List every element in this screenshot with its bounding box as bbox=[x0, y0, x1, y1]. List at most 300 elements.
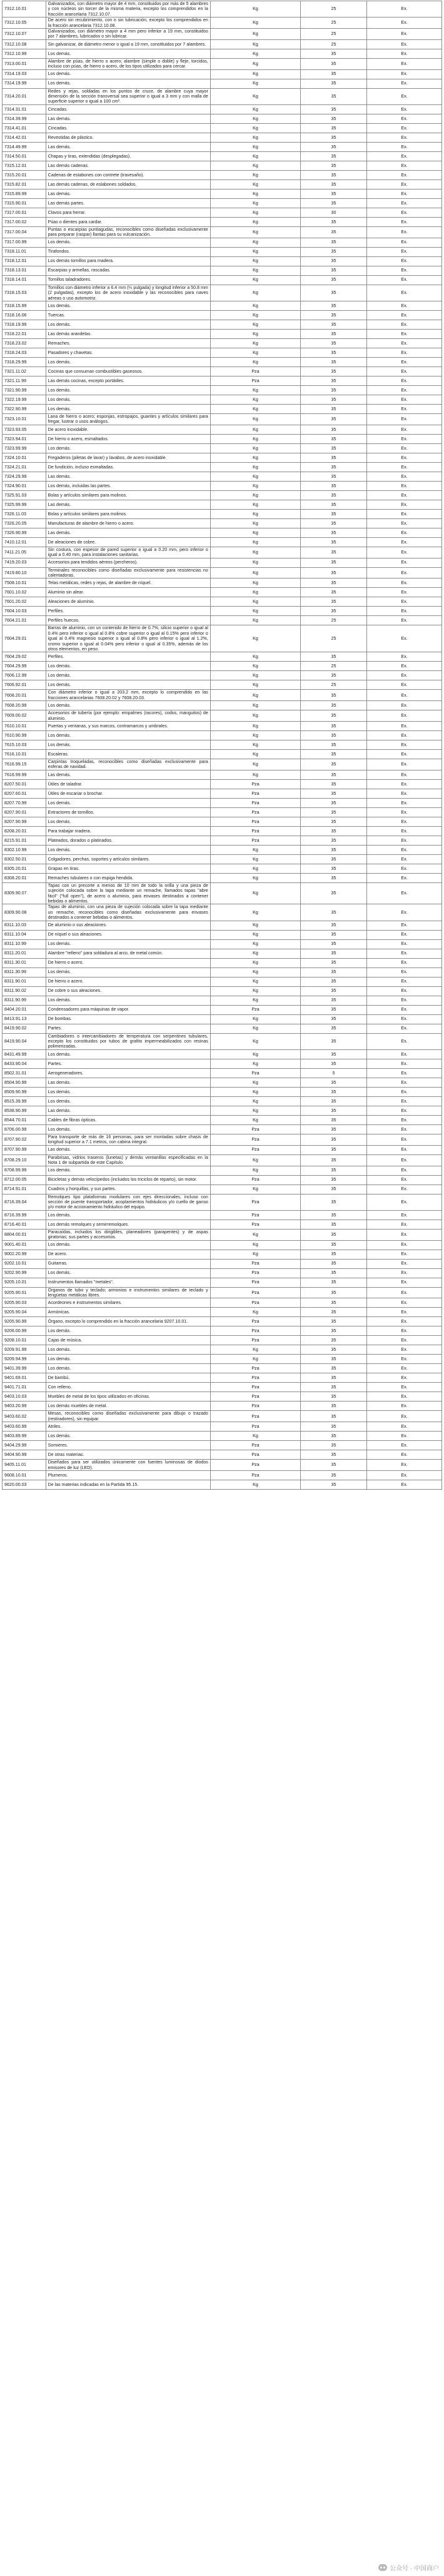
regime-cell: Ex. bbox=[366, 151, 441, 161]
unit-cell: Kg bbox=[210, 921, 300, 930]
rate-cell: 35 bbox=[301, 558, 367, 567]
table-row bbox=[3, 1450, 442, 1460]
table-row bbox=[3, 1229, 442, 1240]
rate-cell: 35 bbox=[301, 1441, 367, 1450]
table-row bbox=[3, 104, 442, 114]
unit-cell: Kg bbox=[210, 79, 300, 88]
regime-cell: Ex. bbox=[366, 731, 441, 740]
tariff-code-cell: 7318.14.01 bbox=[3, 275, 46, 285]
unit-cell: Kg bbox=[210, 996, 300, 1005]
description-cell: Condensadores para máquinas de vapor. bbox=[46, 1005, 210, 1014]
description-cell: Paracaídas, incluidos los dirigibles, planeadores (parapentes) y de aspas giratorias; sus partes y accesorios. bbox=[46, 1229, 210, 1240]
unit-cell: Kg bbox=[210, 161, 300, 170]
rate-cell: 35 bbox=[301, 1210, 367, 1220]
regime-cell: Ex. bbox=[366, 1422, 441, 1432]
description-cell: Las demás. bbox=[46, 770, 210, 779]
table-row bbox=[3, 338, 442, 348]
rate-cell: 35 bbox=[301, 1005, 367, 1014]
tariff-code-cell: 7312.10.05 bbox=[3, 18, 46, 29]
unit-cell: Kg bbox=[210, 701, 300, 710]
rate-cell: 35 bbox=[301, 170, 367, 179]
description-cell: Los demás. bbox=[46, 939, 210, 949]
unit-cell: Kg bbox=[210, 770, 300, 779]
rate-cell: 35 bbox=[301, 1470, 367, 1480]
description-cell: De bombas. bbox=[46, 1014, 210, 1024]
watermark bbox=[378, 2563, 439, 2572]
description-cell: Somieres. bbox=[46, 1441, 210, 1450]
unit-cell: Pza bbox=[210, 1175, 300, 1184]
tariff-code-cell: 7610.90.99 bbox=[3, 731, 46, 740]
table-row bbox=[3, 1422, 442, 1432]
regime-cell: Ex. bbox=[366, 18, 441, 29]
rate-cell: 35 bbox=[301, 949, 367, 958]
tariff-code-cell: 7314.31.01 bbox=[3, 104, 46, 114]
tariff-code-cell: 9404.29.99 bbox=[3, 1441, 46, 1450]
regime-cell: Ex. bbox=[366, 1383, 441, 1392]
regime-cell: Ex. bbox=[366, 1220, 441, 1229]
table-row bbox=[3, 285, 442, 301]
tariff-code-cell: 7604.29.02 bbox=[3, 652, 46, 662]
regime-cell: Ex. bbox=[366, 413, 441, 425]
unit-cell: Kg bbox=[210, 443, 300, 453]
regime-cell: Ex. bbox=[366, 1278, 441, 1287]
table-row bbox=[3, 170, 442, 179]
rate-cell: 35 bbox=[301, 690, 367, 701]
regime-cell: Ex. bbox=[366, 845, 441, 854]
tariff-code-cell: 9202.90.99 bbox=[3, 1268, 46, 1278]
unit-cell: Pza bbox=[210, 1194, 300, 1210]
regime-cell: Ex. bbox=[366, 710, 441, 722]
unit-cell: Pza bbox=[210, 366, 300, 376]
table-row bbox=[3, 481, 442, 490]
description-cell: Los demás. bbox=[46, 662, 210, 671]
unit-cell: Kg bbox=[210, 320, 300, 329]
rate-cell: 35 bbox=[301, 710, 367, 722]
regime-cell: Ex. bbox=[366, 1240, 441, 1250]
unit-cell: Pza bbox=[210, 1259, 300, 1268]
regime-cell: Ex. bbox=[366, 1096, 441, 1106]
tariff-code-cell: 7318.23.02 bbox=[3, 338, 46, 348]
table-row bbox=[3, 588, 442, 597]
rate-cell: 35 bbox=[301, 275, 367, 285]
description-cell: Los demás. bbox=[46, 301, 210, 310]
unit-cell: Kg bbox=[210, 558, 300, 567]
unit-cell: Kg bbox=[210, 88, 300, 104]
description-cell: Lana de hierro o acero; esponjas, estropajos, guantes y artículos similares para fregar, lustrar o usos análogos. bbox=[46, 413, 210, 425]
unit-cell: Kg bbox=[210, 404, 300, 413]
regime-cell: Ex. bbox=[366, 1115, 441, 1124]
description-cell: Las demás. bbox=[46, 114, 210, 123]
rate-cell: 25 bbox=[301, 625, 367, 652]
regime-cell: Ex. bbox=[366, 1, 441, 18]
rate-cell: 35 bbox=[301, 161, 367, 170]
regime-cell: Ex. bbox=[366, 1402, 441, 1411]
unit-cell: Kg bbox=[210, 472, 300, 481]
table-row bbox=[3, 357, 442, 366]
table-row bbox=[3, 462, 442, 472]
description-cell: Bicicletas y demás velocípedos (incluidos los triciclos de reparto), sin motor. bbox=[46, 1175, 210, 1184]
tariff-code-cell: 7410.12.01 bbox=[3, 537, 46, 547]
rate-cell: 35 bbox=[301, 320, 367, 329]
table-row bbox=[3, 1154, 442, 1166]
table-row bbox=[3, 1432, 442, 1441]
tariff-code-cell: 8311.10.03 bbox=[3, 921, 46, 930]
regime-cell: Ex. bbox=[366, 558, 441, 567]
rate-cell: 35 bbox=[301, 413, 367, 425]
unit-cell: Pza bbox=[210, 1392, 300, 1402]
table-row bbox=[3, 1355, 442, 1364]
description-cell: Aluminio sin alear. bbox=[46, 588, 210, 597]
table-row bbox=[3, 854, 442, 864]
rate-cell: 35 bbox=[301, 1345, 367, 1355]
table-row bbox=[3, 1441, 442, 1450]
table-row bbox=[3, 1, 442, 18]
unit-cell: Kg bbox=[210, 597, 300, 607]
description-cell: Parabrisas, vidrios traseros (lunetas) y demás ventanillas especificadas en la Nota 1 de subpartida de este Capítulo. bbox=[46, 1154, 210, 1166]
regime-cell: Ex. bbox=[366, 208, 441, 217]
table-row bbox=[3, 500, 442, 509]
description-cell: Revestidas de plástico. bbox=[46, 133, 210, 142]
regime-cell: Ex. bbox=[366, 864, 441, 873]
rate-cell: 35 bbox=[301, 1124, 367, 1134]
watermark-text: 公众号 · 中国商户 bbox=[390, 2565, 439, 2572]
description-cell: Galvanizados, con diámetro mayor a 4 mm pero inferior a 19 mm, constituidos por 7 alambres, lubricados o sin lubricar. bbox=[46, 29, 210, 40]
unit-cell: Pza bbox=[210, 1373, 300, 1383]
rate-cell: 35 bbox=[301, 1364, 367, 1373]
description-cell: Colgadores, perchas, soportes y artículos similares. bbox=[46, 854, 210, 864]
table-row bbox=[3, 123, 442, 133]
regime-cell: Ex. bbox=[366, 662, 441, 671]
description-cell: Bolas y artículos similares para molinos. bbox=[46, 490, 210, 500]
rate-cell: 35 bbox=[301, 930, 367, 939]
tariff-code-cell: 7315.90.01 bbox=[3, 198, 46, 208]
description-cell: Cuadros y horquillas, y sus partes. bbox=[46, 1184, 210, 1194]
unit-cell: Kg bbox=[210, 1345, 300, 1355]
unit-cell: Pza bbox=[210, 798, 300, 807]
regime-cell: Ex. bbox=[366, 690, 441, 701]
unit-cell: Pza bbox=[210, 1278, 300, 1287]
unit-cell: Kg bbox=[210, 625, 300, 652]
regime-cell: Ex. bbox=[366, 597, 441, 607]
rate-cell: 35 bbox=[301, 266, 367, 275]
tariff-code-cell: 7312.10.01 bbox=[3, 1, 46, 18]
tariff-code-cell: 7616.10.01 bbox=[3, 750, 46, 759]
description-cell: Alambre de púas, de hierro o acero; alambre (simple o doble) y fleje, torcidos, incluso con púas, de hierro o acero, de los tipos utilizados para cercar. bbox=[46, 58, 210, 69]
description-cell: Sin costura, con espesor de pared superior o igual a 0.20 mm, pero inferior o igual a 0.40 mm, para instalaciones sanitarias. bbox=[46, 547, 210, 558]
rate-cell: 35 bbox=[301, 376, 367, 385]
tariff-code-cell: 7419.20.03 bbox=[3, 558, 46, 567]
regime-cell: Ex. bbox=[366, 1441, 441, 1450]
description-cell: Los demás. bbox=[46, 1240, 210, 1250]
description-cell: Mesas, reconocibles como diseñadas exclusivamente para dibujo o trazado (restiradores), sin equipar. bbox=[46, 1411, 210, 1422]
rate-cell: 35 bbox=[301, 1059, 367, 1068]
rate-cell: 35 bbox=[301, 1106, 367, 1115]
unit-cell: Kg bbox=[210, 357, 300, 366]
rate-cell: 35 bbox=[301, 1184, 367, 1194]
table-row bbox=[3, 567, 442, 578]
unit-cell: Pza bbox=[210, 1326, 300, 1336]
description-cell: Chapas y tiras, extendidas (desplegadas). bbox=[46, 151, 210, 161]
tariff-code-cell: 7411.21.05 bbox=[3, 547, 46, 558]
table-row bbox=[3, 882, 442, 904]
description-cell: Cocinas que consuman combustibles gaseosos. bbox=[46, 366, 210, 376]
description-cell: Los demás. bbox=[46, 996, 210, 1005]
regime-cell: Ex. bbox=[366, 179, 441, 189]
table-row bbox=[3, 208, 442, 217]
rate-cell: 35 bbox=[301, 301, 367, 310]
description-cell: Los demás. bbox=[46, 1326, 210, 1336]
description-cell: Cincadas. bbox=[46, 104, 210, 114]
description-cell: Manufacturas de alambre de hierro o acero. bbox=[46, 518, 210, 528]
rate-cell: 35 bbox=[301, 528, 367, 537]
rate-cell: 25 bbox=[301, 680, 367, 690]
description-cell: De hierro o acero, esmaltados. bbox=[46, 434, 210, 443]
unit-cell: Kg bbox=[210, 133, 300, 142]
description-cell: Perfiles. bbox=[46, 652, 210, 662]
regime-cell: Ex. bbox=[366, 854, 441, 864]
unit-cell: Kg bbox=[210, 930, 300, 939]
description-cell: Los demás tornillos para madera. bbox=[46, 256, 210, 266]
description-cell: Bolas y artículos similares para molinos. bbox=[46, 509, 210, 518]
rate-cell: 35 bbox=[301, 1096, 367, 1106]
table-row bbox=[3, 1326, 442, 1336]
table-row bbox=[3, 1175, 442, 1184]
table-row bbox=[3, 607, 442, 616]
tariff-code-cell: 7324.10.01 bbox=[3, 453, 46, 462]
tariff-code-cell: 8311.30.01 bbox=[3, 958, 46, 967]
regime-cell: Ex. bbox=[366, 338, 441, 348]
tariff-code-cell: 7318.11.01 bbox=[3, 247, 46, 256]
tariff-code-cell: 8716.40.01 bbox=[3, 1220, 46, 1229]
description-cell: Armónicas. bbox=[46, 1308, 210, 1317]
unit-cell: Kg bbox=[210, 904, 300, 921]
tariff-code-cell: 7326.20.05 bbox=[3, 518, 46, 528]
table-row bbox=[3, 1096, 442, 1106]
tariff-code-cell: 7326.11.03 bbox=[3, 509, 46, 518]
rate-cell: 35 bbox=[301, 607, 367, 616]
table-row bbox=[3, 701, 442, 710]
tariff-code-cell: 7318.24.03 bbox=[3, 348, 46, 357]
table-row bbox=[3, 1145, 442, 1154]
regime-cell: Ex. bbox=[366, 1287, 441, 1298]
tariff-code-cell: 8309.90.07 bbox=[3, 882, 46, 904]
tariff-code-cell: 9205.90.01 bbox=[3, 1287, 46, 1298]
tariff-code-cell: 7318.15.99 bbox=[3, 301, 46, 310]
rate-cell: 35 bbox=[301, 404, 367, 413]
tariff-code-cell: 7314.20.01 bbox=[3, 88, 46, 104]
tariff-code-cell: 9209.91.99 bbox=[3, 1345, 46, 1355]
rate-cell: 35 bbox=[301, 285, 367, 301]
rate-cell: 35 bbox=[301, 958, 367, 967]
table-row bbox=[3, 490, 442, 500]
table-row bbox=[3, 690, 442, 701]
tariff-code-cell: 8311.90.99 bbox=[3, 996, 46, 1005]
tariff-code-cell: 8712.00.05 bbox=[3, 1175, 46, 1184]
rate-cell: 35 bbox=[301, 1024, 367, 1033]
rate-cell: 35 bbox=[301, 385, 367, 395]
unit-cell: Kg bbox=[210, 69, 300, 79]
unit-cell: Pza bbox=[210, 1383, 300, 1392]
regime-cell: Ex. bbox=[366, 275, 441, 285]
regime-cell: Ex. bbox=[366, 1024, 441, 1033]
table-row bbox=[3, 395, 442, 404]
rate-cell: 35 bbox=[301, 1450, 367, 1460]
description-cell: De cobre o sus aleaciones. bbox=[46, 986, 210, 996]
table-row bbox=[3, 434, 442, 443]
rate-cell: 35 bbox=[301, 79, 367, 88]
description-cell: Los demás. bbox=[46, 731, 210, 740]
regime-cell: Ex. bbox=[366, 256, 441, 266]
table-row bbox=[3, 1005, 442, 1014]
rate-cell: 35 bbox=[301, 226, 367, 238]
rate-cell: 35 bbox=[301, 247, 367, 256]
rate-cell: 35 bbox=[301, 357, 367, 366]
description-cell: Los demás. bbox=[46, 1049, 210, 1059]
regime-cell: Ex. bbox=[366, 1229, 441, 1240]
tariff-code-cell: 7615.10.03 bbox=[3, 740, 46, 750]
unit-cell: Kg bbox=[210, 750, 300, 759]
description-cell: Los demás. bbox=[46, 817, 210, 826]
rate-cell: 35 bbox=[301, 1480, 367, 1489]
unit-cell: Kg bbox=[210, 226, 300, 238]
description-cell: Las demás cocinas, excepto portátiles. bbox=[46, 376, 210, 385]
table-row bbox=[3, 443, 442, 453]
rate-cell: 35 bbox=[301, 836, 367, 845]
table-row bbox=[3, 652, 442, 662]
tariff-code-cell: 7321.90.99 bbox=[3, 385, 46, 395]
rate-cell: 35 bbox=[301, 472, 367, 481]
tariff-code-cell: 7601.10.02 bbox=[3, 588, 46, 597]
table-row bbox=[3, 88, 442, 104]
unit-cell: Kg bbox=[210, 1049, 300, 1059]
tariff-code-cell: 9403.10.03 bbox=[3, 1392, 46, 1402]
rate-cell: 35 bbox=[301, 1259, 367, 1268]
description-cell: Los demás. bbox=[46, 404, 210, 413]
tariff-code-cell: 8538.90.99 bbox=[3, 1106, 46, 1115]
unit-cell: Kg bbox=[210, 547, 300, 558]
rate-cell: 35 bbox=[301, 740, 367, 750]
unit-cell: Kg bbox=[210, 285, 300, 301]
rate-cell: 35 bbox=[301, 1087, 367, 1096]
unit-cell: Kg bbox=[210, 616, 300, 625]
tariff-code-cell: 7604.29.01 bbox=[3, 625, 46, 652]
rate-cell: 35 bbox=[301, 1268, 367, 1278]
regime-cell: Ex. bbox=[366, 588, 441, 597]
tariff-code-cell: 8311.30.99 bbox=[3, 967, 46, 977]
unit-cell: Kg bbox=[210, 39, 300, 49]
unit-cell: Kg bbox=[210, 1184, 300, 1194]
tariff-code-cell: 7312.10.99 bbox=[3, 49, 46, 58]
description-cell: Los demás. bbox=[46, 671, 210, 680]
unit-cell: Kg bbox=[210, 518, 300, 528]
description-cell: Tapas de aluminio, con una pieza de sujeción colocada sobre la tapa mediante un remache, reconocibles como diseñadas exclusivamente para envases destinados a contener bebidas o alimentos. bbox=[46, 904, 210, 921]
regime-cell: Ex. bbox=[366, 285, 441, 301]
tariff-code-cell: 7314.39.99 bbox=[3, 114, 46, 123]
description-cell: Los demás. bbox=[46, 1096, 210, 1106]
description-cell: Órgano, excepto lo comprendido en la fracción arancelaria 9207.10.01. bbox=[46, 1317, 210, 1326]
regime-cell: Ex. bbox=[366, 170, 441, 179]
description-cell: Tornillos con diámetro inferior a 6.4 mm (¼ pulgada) y longitud inferior a 50.8 mm (2 pulgadas), excepto los de acero inoxidable y las reconocibles para naves aéreas o uso automotriz. bbox=[46, 285, 210, 301]
regime-cell: Ex. bbox=[366, 1298, 441, 1308]
table-row bbox=[3, 79, 442, 88]
tariff-code-cell: 9202.10.01 bbox=[3, 1259, 46, 1268]
regime-cell: Ex. bbox=[366, 395, 441, 404]
tariff-code-cell: 9002.20.99 bbox=[3, 1250, 46, 1259]
tariff-code-cell: 9404.90.99 bbox=[3, 1450, 46, 1460]
rate-cell: 35 bbox=[301, 1422, 367, 1432]
table-row bbox=[3, 1317, 442, 1326]
regime-cell: Ex. bbox=[366, 759, 441, 770]
table-row bbox=[3, 1345, 442, 1355]
rate-cell: 35 bbox=[301, 1250, 367, 1259]
description-cell: De fundición, incluso esmaltadas. bbox=[46, 462, 210, 472]
unit-cell: Kg bbox=[210, 179, 300, 189]
tariff-code-cell: 9403.89.99 bbox=[3, 1432, 46, 1441]
table-row bbox=[3, 1134, 442, 1145]
unit-cell: Kg bbox=[210, 1432, 300, 1441]
table-row bbox=[3, 977, 442, 986]
unit-cell: Pza bbox=[210, 836, 300, 845]
table-row bbox=[3, 217, 442, 226]
unit-cell: Kg bbox=[210, 722, 300, 731]
unit-cell: Pza bbox=[210, 1210, 300, 1220]
description-cell: Las demás. bbox=[46, 189, 210, 198]
description-cell: Útiles de escariar o brochar. bbox=[46, 789, 210, 798]
table-row bbox=[3, 133, 442, 142]
table-row bbox=[3, 1078, 442, 1087]
table-row bbox=[3, 320, 442, 329]
description-cell: Los demás. bbox=[46, 69, 210, 79]
tariff-code-cell: 9403.20.99 bbox=[3, 1402, 46, 1411]
table-row bbox=[3, 671, 442, 680]
tariff-code-cell: 7604.10.03 bbox=[3, 607, 46, 616]
rate-cell: 35 bbox=[301, 807, 367, 817]
regime-cell: Ex. bbox=[366, 1175, 441, 1184]
rate-cell: 35 bbox=[301, 826, 367, 836]
unit-cell: Pza bbox=[210, 807, 300, 817]
table-row bbox=[3, 547, 442, 558]
regime-cell: Ex. bbox=[366, 189, 441, 198]
unit-cell: Kg bbox=[210, 882, 300, 904]
regime-cell: Ex. bbox=[366, 680, 441, 690]
regime-cell: Ex. bbox=[366, 722, 441, 731]
regime-cell: Ex. bbox=[366, 376, 441, 385]
description-cell: Terminales reconocibles como diseñadas exclusivamente para resistencias no calentadoras. bbox=[46, 567, 210, 578]
tariff-code-cell: 7608.20.01 bbox=[3, 690, 46, 701]
rate-cell: 35 bbox=[301, 1014, 367, 1024]
description-cell: De hierro o acero. bbox=[46, 977, 210, 986]
unit-cell: Kg bbox=[210, 329, 300, 338]
rate-cell: 35 bbox=[301, 1194, 367, 1210]
rate-cell: 35 bbox=[301, 348, 367, 357]
rate-cell: 35 bbox=[301, 854, 367, 864]
description-cell: Tornillos taladradores. bbox=[46, 275, 210, 285]
unit-cell: Kg bbox=[210, 1106, 300, 1115]
description-cell: Las demás. bbox=[46, 1078, 210, 1087]
unit-cell: Kg bbox=[210, 578, 300, 588]
table-row bbox=[3, 509, 442, 518]
description-cell: Los demás. bbox=[46, 49, 210, 58]
unit-cell: Pza bbox=[210, 1298, 300, 1308]
tariff-code-cell: 7604.29.99 bbox=[3, 662, 46, 671]
regime-cell: Ex. bbox=[366, 528, 441, 537]
table-row bbox=[3, 1383, 442, 1392]
table-row bbox=[3, 348, 442, 357]
description-cell: Barras de aluminio, con un contenido de hierro de 0.7%, silicio superior o igual al 0.4% pero inferior o igual al 0.8% cobre superior o igual al 0.15% pero inferior o igual al 0.4% magnesio superior o igual al 0.8% pero inferior o igual al 1.2%, cromo superior o igual al 0.04% pero inferior o igual al 0.35%, además de los otros elementos, en peso. bbox=[46, 625, 210, 652]
rate-cell: 35 bbox=[301, 597, 367, 607]
table-row bbox=[3, 179, 442, 189]
description-cell: Aerogeneradores. bbox=[46, 1068, 210, 1078]
